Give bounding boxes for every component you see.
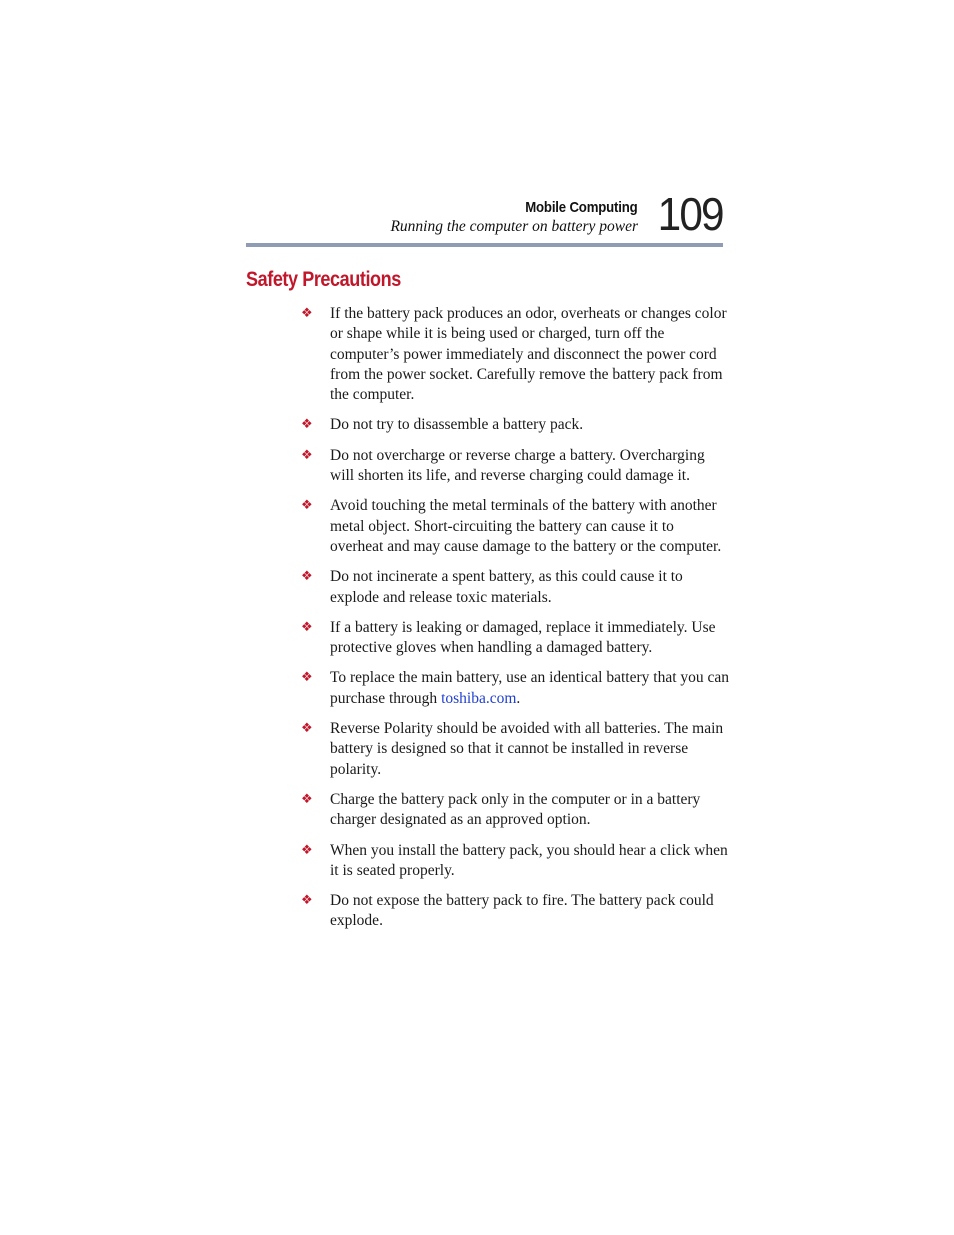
list-item [300, 891, 730, 932]
list-item-text: Do not overcharge or reverse charge a battery. Overcharging will shorten its life, and reverse charging could damage it. [330, 446, 705, 485]
list-item-text [330, 669, 729, 706]
diamond-bullet-icon: ❖ [301, 498, 313, 514]
diamond-bullet-icon: ❖ [301, 306, 313, 321]
list-item [300, 496, 730, 557]
chapter-title: Mobile Computing [525, 199, 638, 216]
diamond-bullet-icon: ❖ [301, 569, 313, 585]
list-item [300, 567, 730, 608]
header-rule [246, 243, 723, 247]
list-item-text: If a battery is leaking or damaged, replace it immediately. Use protective gloves when handling a damaged battery. [330, 618, 716, 657]
diamond-bullet-icon: ❖ [301, 670, 313, 686]
list-item [300, 415, 730, 435]
list-item-text: If the battery pack produces an odor, overheats or changes color or shape while it is being used or charged, turn off the computer’s power immediately and disconnect the power cord from the power socket. Carefully remove the battery pack from the computer. [330, 305, 727, 404]
list-item [300, 719, 730, 780]
list-item [300, 668, 730, 709]
diamond-bullet-icon: ❖ [301, 893, 313, 909]
list-item [300, 790, 730, 831]
diamond-bullet-icon: ❖ [301, 721, 313, 737]
list-item-text-before: To replace the main battery, use an identical battery that you can purchase through [330, 669, 730, 707]
list-item [300, 618, 730, 659]
diamond-bullet-icon: ❖ [301, 447, 313, 463]
page-number: 109 [657, 188, 723, 240]
diamond-bullet-icon: ❖ [301, 842, 313, 858]
page-header [246, 188, 723, 245]
list-item-text: Do not expose the battery pack to fire. The battery pack could explode. [330, 892, 714, 930]
list-item [300, 446, 730, 487]
list-item-text: Avoid touching the metal terminals of the battery with another metal object. Short-circuiting the battery can cause it to overheat and may cause damage to the battery or the computer. [330, 497, 722, 555]
list-item-text: When you install the battery pack, you should hear a click when it is seated properly. [330, 841, 728, 879]
diamond-bullet-icon: ❖ [301, 417, 313, 433]
section-subtitle: Running the computer on battery power [390, 218, 638, 235]
list-item [300, 304, 730, 405]
section-heading: Safety Precautions [246, 268, 401, 291]
list-item-text: Charge the battery pack only in the computer or in a battery charger designated as an approved option. [330, 790, 701, 829]
diamond-bullet-icon: ❖ [301, 619, 313, 635]
header-text [390, 199, 638, 236]
list-item-text: Reverse Polarity should be avoided with all batteries. The main battery is designed so that it cannot be installed in reverse polarity. [330, 720, 724, 778]
list-item [300, 841, 730, 882]
toshiba-link[interactable]: toshiba.com [441, 689, 517, 707]
list-item-text: Do not try to disassemble a battery pack. [330, 416, 584, 434]
diamond-bullet-icon: ❖ [301, 791, 313, 807]
list-item-text-after: . [516, 689, 521, 707]
safety-precautions-list [300, 304, 730, 942]
list-item-text: Do not incinerate a spent battery, as this could cause it to explode and release toxic materials. [330, 568, 683, 606]
